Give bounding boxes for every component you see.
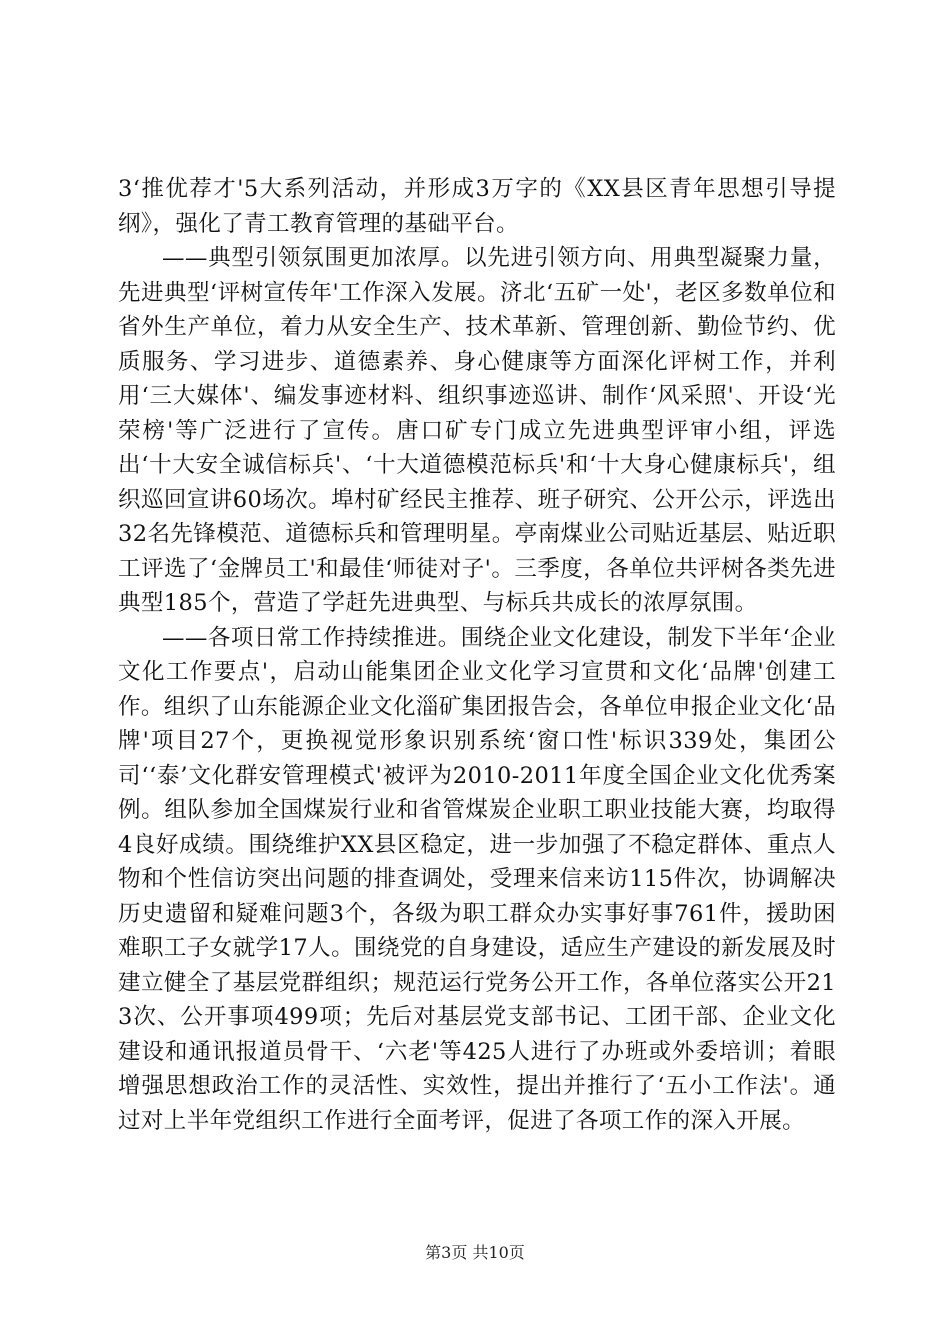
paragraph-continuation: 3‘推优荐才'5大系列活动，并形成3万字的《XX县区青年思想引导提纲》，强化了青工教育管理的基础平台。 <box>118 176 836 237</box>
paragraph-typical-models: ——典型引领氛围更加浓厚。以先进引领方向、用典型凝聚力量，先进典型‘评树宣传年'工作深入发展。济北‘五矿一处'，老区多数单位和省外生产单位，着力从安全生产、技术革新、管理创新、勤俭节约、优质服务、学习进步、道德素养、身心健康等方面深化评树工作，并利用‘三大媒体'、编发事迹材料、组织事迹巡讲、制作‘风采照'、开设‘光荣榜'等广泛进行了宣传。唐口矿专门成立先进典型评审小组，评选出‘十大安全诚信标兵'、‘十大道德模范标兵'和‘十大身心健康标兵'，组织巡回宣讲60场次。埠村矿经民主推荐、班子研究、公开公示，评选出32名先锋模范、道德标兵和管理明星。亭南煤业公司贴近基层、贴近职工评选了‘金牌员工'和最佳‘师徒对子'。三季度，各单位共评树各类先进典型185个，营造了学赶先进典型、与标兵共成长的浓厚氛围。 <box>118 245 836 616</box>
document-body <box>118 172 836 1138</box>
page-number-footer: 第3页 共10页 <box>425 1243 525 1262</box>
paragraph-daily-work: ——各项日常工作持续推进。围绕企业文化建设，制发下半年‘企业文化工作要点'，启动山能集团企业文化学习宣贯和文化‘品牌'创建工作。组织了山东能源企业文化淄矿集团报告会，各单位申报企业文化‘品牌'项目27个，更换视觉形象识别系统‘窗口性'标识339处，集团公司‘‘泰’文化群安管理模式'被评为2010-2011年度全国企业文化优秀案例。组队参加全国煤炭行业和省管煤炭企业职工职业技能大赛，均取得4良好成绩。围绕维护XX县区稳定，进一步加强了不稳定群体、重点人物和个性信访突出问题的排查调处，受理来信来访115件次，协调解决历史遗留和疑难问题3个，各级为职工群众办实事好事761件，援助困难职工子女就学17人。围绕党的自身建设，适应生产建设的新发展及时建立健全了基层党群组织；规范运行党务公开工作，各单位落实公开213次、公开事项499项；先后对基层党支部书记、工团干部、企业文化建设和通讯报道员骨干、‘六老'等425人进行了办班或外委培训；着眼增强思想政治工作的灵活性、实效性，提出并推行了‘五小工作法'。通过对上半年党组织工作进行全面考评，促进了各项工作的深入开展。 <box>118 624 836 1134</box>
